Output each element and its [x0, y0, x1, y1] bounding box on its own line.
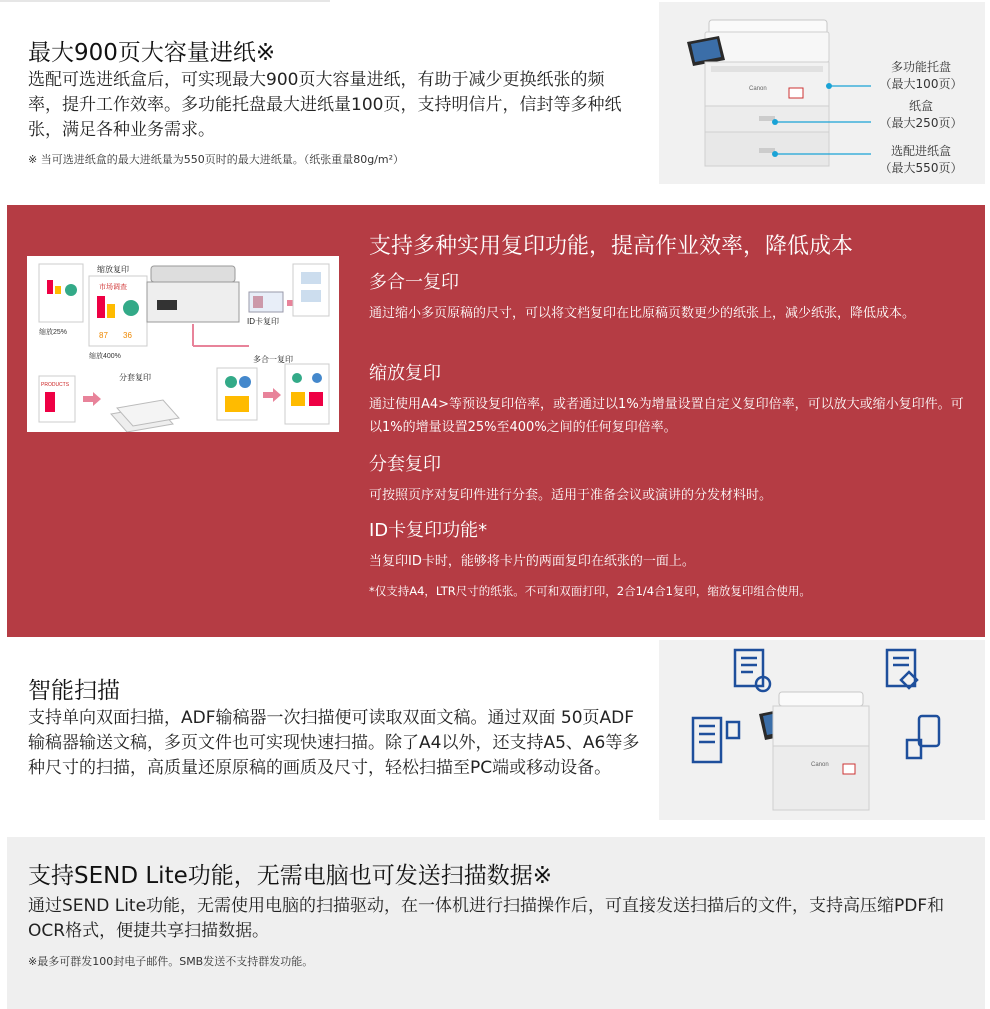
capacity-note: ※ 当可选进纸盒的最大进纸量为550页时的最大进纸量。（纸张重量80g/m²） — [28, 153, 405, 166]
copy-section — [7, 205, 985, 637]
svg-text:Canon: Canon — [811, 762, 829, 768]
copy-diagram — [27, 256, 339, 432]
scan-graphic — [659, 640, 985, 820]
scan-title: 智能扫描 — [28, 678, 120, 704]
copy-title: 支持多种实用复印功能，提高作业效率，降低成本 — [369, 234, 854, 259]
svg-text:缩放复印: 缩放复印 — [97, 265, 129, 274]
feature-desc: 通过缩小多页原稿的尺寸，可以将文档复印在比原稿页数更少的纸张上，减少纸张，降低成本。 — [369, 306, 916, 321]
feature-title: 多合一复印 — [369, 272, 459, 293]
copy-features-graphic — [27, 256, 339, 432]
svg-text:缩放25%: 缩放25% — [39, 329, 68, 336]
send-body: 通过SEND Lite功能，无需使用电脑的扫描驱动，在一体机进行扫描操作后，可直接发送扫描后的文件，支持高压缩PDF和OCR格式，便捷共享扫描数据。 — [28, 896, 945, 941]
scan-section — [0, 640, 990, 830]
svg-text:36: 36 — [123, 331, 132, 340]
tray2-label: 纸盒 （最大250页） — [879, 99, 963, 130]
svg-text:缩放400%: 缩放400% — [89, 353, 121, 360]
scan-illustration — [659, 640, 985, 820]
feature-desc: 通过使用A4>等预设复印倍率，或者通过以1%为增量设置自定义复印倍率，可以放大或缩小复印件。可以1%的增量设置25%至400%之间的任何复印倍率。 — [369, 397, 964, 435]
scan-body: 支持单向双面扫描，ADF输稿器一次扫描便可读取双面文稿。通过双面 50页ADF输稿器输送文稿，多页文件也可实现快速扫描。除了A4以外，还支持A5、A6等多种尺寸的扫描，高质量还原原稿的画质及尺寸，轻松扫描至PC端或移动设备。 — [28, 708, 640, 778]
capacity-body: 选配可选进纸盒后，可实现最大900页大容量进纸，有助于减少更换纸张的频率，提升工作效率。多功能托盘最大进纸量100页，支持明信片，信封等多种纸张，满足各种业务需求。 — [28, 70, 622, 140]
feature-title: 缩放复印 — [369, 363, 441, 384]
svg-text:87: 87 — [99, 331, 108, 340]
svg-text:分套复印: 分套复印 — [119, 373, 151, 382]
capacity-title: 最大900页大容量进纸※ — [28, 40, 276, 66]
tray1-label: 多功能托盘 （最大100页） — [879, 60, 963, 91]
printer-illustration — [659, 2, 985, 184]
send-lite-section — [7, 837, 985, 1009]
feature-desc: 当复印ID卡时，能够将卡片的两面复印在纸张的一面上。 — [369, 554, 695, 569]
svg-text:ID卡复印: ID卡复印 — [247, 317, 279, 326]
capacity-section — [0, 0, 990, 200]
feature-title: ID卡复印功能* — [369, 520, 488, 541]
svg-text:PRODUCTS: PRODUCTS — [41, 382, 70, 388]
feature-title: 分套复印 — [369, 454, 441, 475]
svg-text:市场调查: 市场调查 — [99, 284, 127, 291]
copy-footnote: *仅支持A4，LTR尺寸的纸张。不可和双面打印，2合1/4合1复印，缩放复印组合使用。 — [369, 584, 811, 598]
send-note: ※最多可群发100封电子邮件。SMB发送不支持群发功能。 — [28, 955, 314, 968]
tray3-label: 选配进纸盒 （最大550页） — [879, 144, 963, 175]
send-title: 支持SEND Lite功能，无需电脑也可发送扫描数据※ — [28, 863, 553, 889]
svg-text:Canon: Canon — [749, 86, 767, 92]
svg-text:多合一复印: 多合一复印 — [253, 355, 293, 364]
feature-desc: 可按照页序对复印件进行分套。适用于准备会议或演讲的分发材料时。 — [369, 488, 773, 503]
